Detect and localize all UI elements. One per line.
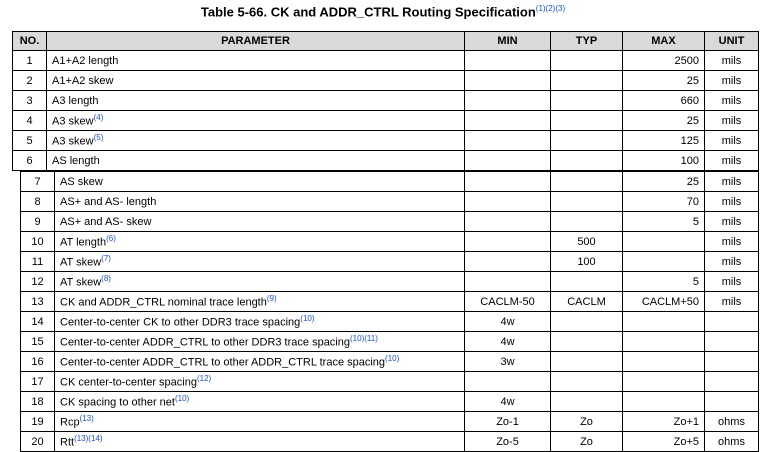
max-value	[623, 252, 705, 272]
typ-value	[551, 272, 623, 292]
max-value: 660	[623, 91, 705, 111]
table-row	[21, 292, 759, 312]
row-number: 16	[21, 352, 55, 372]
parameter-name: CK center-to-center spacing	[60, 376, 197, 389]
max-value: 25	[623, 71, 705, 91]
unit-value: mils	[705, 71, 759, 91]
table-row	[13, 111, 759, 131]
parameter-cell	[55, 172, 465, 192]
table-title	[0, 4, 766, 19]
row-number: 9	[21, 212, 55, 232]
table-row	[13, 71, 759, 91]
parameter-name: AS+ and AS- length	[60, 195, 157, 208]
min-value	[465, 91, 551, 111]
table-row	[13, 131, 759, 151]
min-value	[465, 372, 551, 392]
table-row	[21, 332, 759, 352]
min-value	[465, 252, 551, 272]
unit-value: mils	[705, 111, 759, 131]
unit-value: mils	[705, 192, 759, 212]
parameter-name: AT length	[60, 236, 107, 249]
min-value	[465, 51, 551, 71]
typ-value	[551, 392, 623, 412]
unit-value: mils	[705, 272, 759, 292]
max-value: 5	[623, 212, 705, 232]
parameter-name: AT skew	[60, 276, 102, 289]
min-value: 4w	[465, 332, 551, 352]
parameter-cell	[55, 312, 465, 332]
header-unit: UNIT	[705, 32, 759, 51]
max-value	[623, 312, 705, 332]
max-value	[623, 352, 705, 372]
min-value	[465, 111, 551, 131]
typ-value	[551, 51, 623, 71]
max-value: 70	[623, 192, 705, 212]
table-row	[21, 272, 759, 292]
row-number: 8	[21, 192, 55, 212]
footnote-ref: (7)	[101, 254, 111, 264]
row-number: 18	[21, 392, 55, 412]
parameter-name: Rcp	[60, 416, 80, 429]
table-row	[13, 91, 759, 111]
unit-value	[705, 332, 759, 352]
row-number: 1	[13, 51, 47, 71]
unit-value	[705, 392, 759, 412]
footnote-ref: (10)	[385, 354, 400, 364]
typ-value	[551, 352, 623, 372]
max-value: Zo+1	[623, 412, 705, 432]
parameter-name: Center-to-center ADDR_CTRL to other DDR3 trace spacing	[60, 336, 350, 349]
min-value	[465, 212, 551, 232]
max-value: 25	[623, 111, 705, 131]
min-value: 4w	[465, 312, 551, 332]
parameter-cell	[55, 432, 465, 452]
parameter-name: A3 length	[52, 94, 99, 107]
min-value	[465, 232, 551, 252]
max-value: 25	[623, 172, 705, 192]
max-value: CACLM+50	[623, 292, 705, 312]
table-row	[21, 212, 759, 232]
table-row	[21, 252, 759, 272]
typ-value: 100	[551, 252, 623, 272]
spec-table-part-2	[20, 171, 759, 452]
typ-value	[551, 172, 623, 192]
max-value: 125	[623, 131, 705, 151]
parameter-cell	[55, 192, 465, 212]
table-row	[21, 312, 759, 332]
parameter-cell	[55, 352, 465, 372]
unit-value: mils	[705, 232, 759, 252]
footnote-ref: (13)	[79, 414, 94, 424]
parameter-name: Rtt	[60, 436, 75, 449]
parameter-cell	[55, 272, 465, 292]
table-title-text: Table 5-66. CK and ADDR_CTRL Routing Specification	[200, 4, 536, 20]
unit-value: ohms	[705, 432, 759, 452]
min-value: Zo-5	[465, 432, 551, 452]
parameter-cell	[47, 51, 465, 71]
row-number: 17	[21, 372, 55, 392]
typ-value	[551, 372, 623, 392]
min-value	[465, 272, 551, 292]
unit-value	[705, 352, 759, 372]
typ-value	[551, 111, 623, 131]
unit-value: mils	[705, 252, 759, 272]
table-row	[13, 151, 759, 171]
parameter-name: A1+A2 length	[52, 54, 119, 67]
footnote-ref: (9)	[266, 294, 277, 304]
min-value: 3w	[465, 352, 551, 372]
footnote-ref: (10)	[174, 394, 190, 404]
parameter-name: AS+ and AS- skew	[60, 215, 152, 228]
parameter-cell	[55, 412, 465, 432]
max-value: 100	[623, 151, 705, 171]
max-value	[623, 392, 705, 412]
header-typ: TYP	[551, 32, 623, 51]
max-value	[623, 332, 705, 352]
min-value: CACLM-50	[465, 292, 551, 312]
typ-value	[551, 131, 623, 151]
unit-value: ohms	[705, 412, 759, 432]
parameter-cell	[55, 372, 465, 392]
max-value: Zo+5	[623, 432, 705, 452]
parameter-name: CK spacing to other net	[60, 396, 175, 409]
table-body-part-1	[13, 51, 759, 171]
table-row	[21, 352, 759, 372]
parameter-cell	[55, 392, 465, 412]
typ-value	[551, 212, 623, 232]
table-row	[21, 392, 759, 412]
table-row	[21, 372, 759, 392]
footnote-ref: (4)	[93, 113, 104, 123]
parameter-name: Center-to-center CK to other DDR3 trace spacing	[60, 316, 301, 329]
max-value: 2500	[623, 51, 705, 71]
max-value: 5	[623, 272, 705, 292]
unit-value: mils	[705, 292, 759, 312]
min-value: 4w	[465, 392, 551, 412]
min-value	[465, 192, 551, 212]
row-number: 20	[21, 432, 55, 452]
row-number: 12	[21, 272, 55, 292]
table-row	[13, 51, 759, 71]
footnote-ref: (6)	[106, 234, 116, 244]
row-number: 5	[13, 131, 47, 151]
row-number: 10	[21, 232, 55, 252]
parameter-cell	[47, 71, 465, 91]
unit-value: mils	[705, 51, 759, 71]
parameter-name: A3 skew	[52, 115, 94, 128]
min-value	[465, 131, 551, 151]
min-value: Zo-1	[465, 412, 551, 432]
table-row	[21, 232, 759, 252]
header-max: MAX	[623, 32, 705, 51]
typ-value: Zo	[551, 432, 623, 452]
parameter-name: AS length	[52, 154, 100, 167]
parameter-cell	[55, 252, 465, 272]
row-number: 19	[21, 412, 55, 432]
min-value	[465, 151, 551, 171]
footnote-ref: (13)(14)	[74, 434, 103, 444]
row-number: 11	[21, 252, 55, 272]
unit-value: mils	[705, 91, 759, 111]
row-number: 7	[21, 172, 55, 192]
max-value	[623, 372, 705, 392]
table-body-part-2	[21, 172, 759, 452]
parameter-cell	[47, 131, 465, 151]
footnote-ref: (10)(11)	[350, 334, 378, 344]
parameter-name: CK and ADDR_CTRL nominal trace length	[60, 296, 267, 309]
header-no: NO.	[13, 32, 47, 51]
typ-value	[551, 151, 623, 171]
table-row	[21, 172, 759, 192]
header-min: MIN	[465, 32, 551, 51]
typ-value	[551, 332, 623, 352]
unit-value: mils	[705, 212, 759, 232]
parameter-name: A3 skew	[52, 135, 94, 148]
row-number: 6	[13, 151, 47, 171]
table-row	[21, 432, 759, 452]
typ-value: Zo	[551, 412, 623, 432]
row-number: 14	[21, 312, 55, 332]
unit-value	[705, 312, 759, 332]
min-value	[465, 71, 551, 91]
typ-value	[551, 91, 623, 111]
typ-value: 500	[551, 232, 623, 252]
footnote-ref: (12)	[196, 374, 212, 384]
typ-value: CACLM	[551, 292, 623, 312]
footnote-ref: (8)	[101, 274, 111, 284]
parameter-cell	[55, 292, 465, 312]
unit-value	[705, 372, 759, 392]
parameter-cell	[47, 91, 465, 111]
header-parameter: PARAMETER	[47, 32, 465, 51]
parameter-name: AS skew	[60, 175, 103, 188]
parameter-name: Center-to-center ADDR_CTRL to other ADDR_CTRL trace spacing	[60, 356, 386, 369]
row-number: 13	[21, 292, 55, 312]
min-value	[465, 172, 551, 192]
unit-value: mils	[705, 172, 759, 192]
parameter-cell	[55, 212, 465, 232]
spec-table-part-1	[12, 31, 759, 171]
footnote-ref: (10)	[300, 314, 315, 324]
table-title-footnote-refs: (1)(2)(3)	[535, 4, 566, 13]
unit-value: mils	[705, 131, 759, 151]
row-number: 2	[13, 71, 47, 91]
table-row	[21, 192, 759, 212]
unit-value: mils	[705, 151, 759, 171]
footnote-ref: (5)	[93, 133, 104, 143]
table-row	[21, 412, 759, 432]
row-number: 3	[13, 91, 47, 111]
typ-value	[551, 192, 623, 212]
parameter-name: AT skew	[60, 256, 102, 269]
parameter-cell	[47, 111, 465, 131]
parameter-cell	[47, 151, 465, 171]
parameter-cell	[55, 232, 465, 252]
typ-value	[551, 71, 623, 91]
row-number: 15	[21, 332, 55, 352]
parameter-name: A1+A2 skew	[52, 74, 114, 87]
parameter-cell	[55, 332, 465, 352]
table-header-row	[13, 32, 759, 51]
max-value	[623, 232, 705, 252]
typ-value	[551, 312, 623, 332]
row-number: 4	[13, 111, 47, 131]
